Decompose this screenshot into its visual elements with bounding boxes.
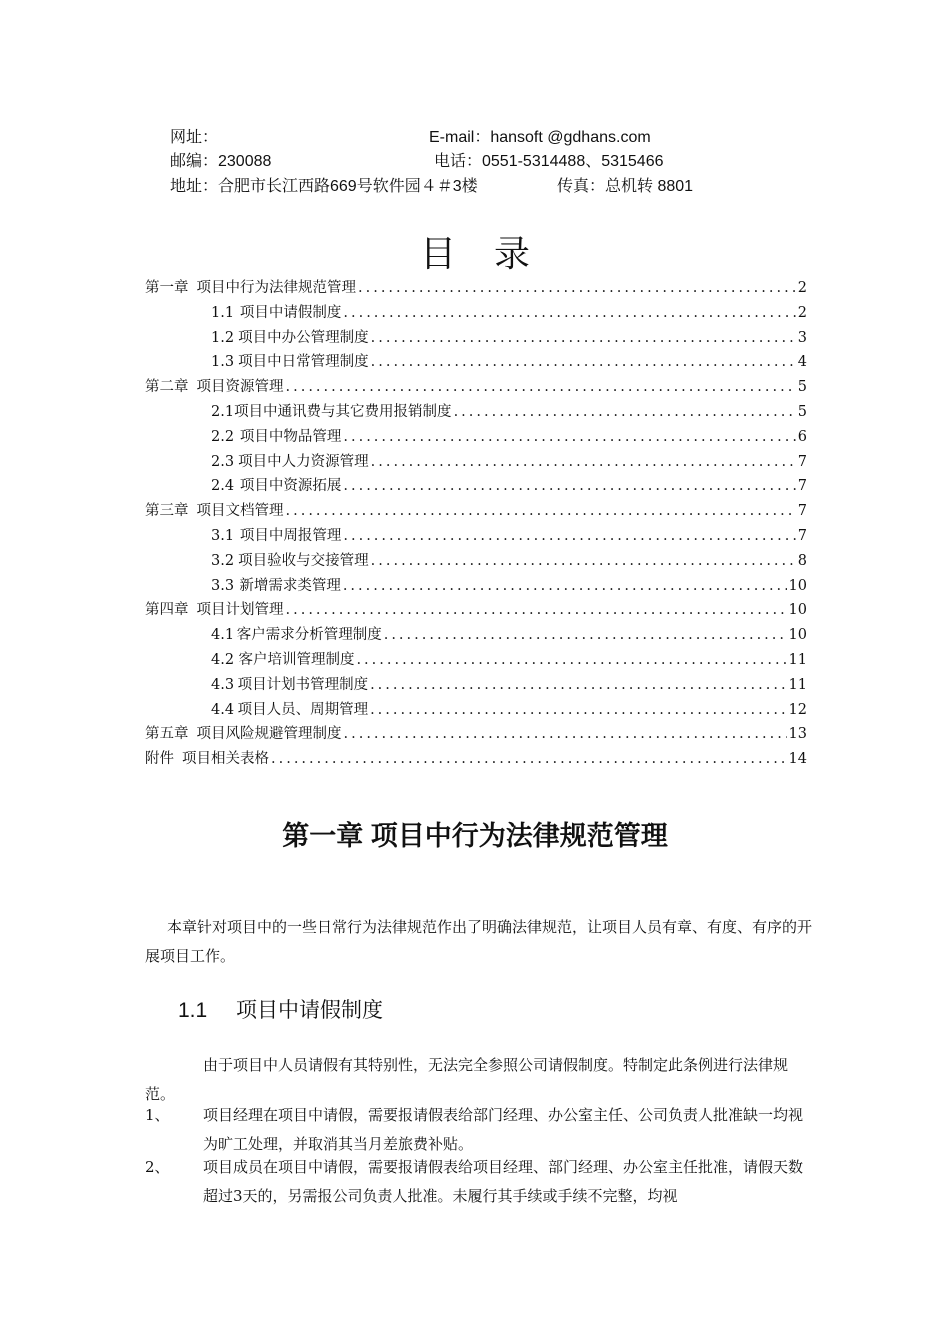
toc-entry-page: 14 xyxy=(788,751,807,768)
toc-entry-title: 项目中办公管理制度 xyxy=(238,329,369,346)
toc-entry-number: 4.3 xyxy=(211,676,235,693)
toc-entry-title: 项目中通讯费与其它费用报销制度 xyxy=(234,403,452,420)
toc-entry-page: 3 xyxy=(797,329,807,346)
toc-entry-page: 4 xyxy=(797,354,807,371)
toc-leader-dots xyxy=(371,330,796,346)
list-item-text: 项目成员在项目中请假，需要报请假表给项目经理、部门经理、办公室主任批准，请假天数超过3天的，另需报公司负责人批准。未履行其手续或手续不完整，均视 xyxy=(203,1158,804,1205)
toc-entry-number: 第四章 xyxy=(145,602,189,619)
toc-entry[interactable] xyxy=(145,747,807,772)
toc-entry[interactable] xyxy=(145,326,807,351)
toc-entry-title: 项目中资源拓展 xyxy=(239,478,342,495)
toc-entry-number: 2.3 xyxy=(211,453,235,470)
toc-entry[interactable] xyxy=(145,301,807,326)
toc-leader-dots xyxy=(343,528,795,544)
toc-entry-title: 项目风险规避管理制度 xyxy=(196,726,342,743)
toc-entry-title: 新增需求类管理 xyxy=(239,577,341,594)
toc-entry-title: 项目计划管理 xyxy=(196,602,284,619)
toc-entry-page: 2 xyxy=(797,280,807,296)
toc-leader-dots xyxy=(286,503,796,519)
chapter-title: 第一章 项目中行为法律规范管理 xyxy=(282,821,668,851)
toc-entry[interactable] xyxy=(145,499,807,524)
toc-entry-page: 13 xyxy=(788,726,807,743)
toc-entry-title: 项目资源管理 xyxy=(196,379,284,396)
toc-leader-dots xyxy=(356,652,786,668)
chapter-intro: 本章针对项目中的一些日常行为法律规范作出了明确法律规范，让项目人员有章、有度、有序的开展项目工作。 xyxy=(145,918,813,965)
list-item-text: 项目经理在项目中请假，需要报请假表给部门经理、办公室主任、公司负责人批准缺一均视为旷工处理，并取消其当月差旅费补贴。 xyxy=(203,1106,804,1153)
toc-entry[interactable] xyxy=(145,524,807,549)
address-text: 地址：合肥市长江西路669号软件园４＃3楼 xyxy=(170,178,478,195)
toc-entry-page: 12 xyxy=(788,701,807,718)
toc-leader-dots xyxy=(286,379,796,395)
section-number: 1.1 xyxy=(178,999,208,1022)
toc-leader-dots xyxy=(371,454,796,470)
toc-entry[interactable] xyxy=(145,648,807,673)
toc-entry-page: 10 xyxy=(788,577,807,594)
phone-text: 电话：0551-5314488、5315466 xyxy=(434,153,664,170)
toc-entry-title: 项目中人力资源管理 xyxy=(238,453,369,470)
toc-entry[interactable] xyxy=(145,350,807,375)
toc-entry-title: 客户培训管理制度 xyxy=(238,651,355,668)
table-of-contents xyxy=(145,276,807,772)
toc-entry-page: 5 xyxy=(797,379,807,396)
contact-block xyxy=(0,0,950,200)
toc-entry-page: 10 xyxy=(788,627,807,644)
toc-entry-page: 8 xyxy=(797,552,807,569)
fax-text: 传真：总机转 8801 xyxy=(557,178,694,195)
toc-entry-title: 项目中物品管理 xyxy=(239,428,342,445)
toc-leader-dots xyxy=(286,602,787,618)
toc-entry[interactable] xyxy=(145,722,807,747)
toc-leader-dots xyxy=(371,553,796,569)
toc-entry[interactable] xyxy=(145,276,807,301)
toc-entry-page: 6 xyxy=(797,428,807,445)
postcode-text: 邮编：230088 xyxy=(170,153,272,170)
list-item xyxy=(145,1153,813,1211)
email-text: E-mail：hansoft @gdhans.com xyxy=(429,129,651,146)
toc-entry-title: 项目计划书管理制度 xyxy=(237,676,369,693)
section-title xyxy=(178,994,383,1024)
toc-entry[interactable] xyxy=(145,400,807,425)
toc-entry-number: 第二章 xyxy=(145,379,189,396)
toc-entry-page: 11 xyxy=(788,676,807,693)
toc-entry-number: 第一章 xyxy=(145,280,189,296)
toc-leader-dots xyxy=(370,677,786,693)
toc-entry[interactable] xyxy=(145,549,807,574)
toc-entry-title: 项目中请假制度 xyxy=(239,304,342,321)
toc-leader-dots xyxy=(343,478,795,494)
toc-leader-dots xyxy=(343,305,795,321)
toc-entry[interactable] xyxy=(145,598,807,623)
toc-entry-number: 3.2 xyxy=(211,552,235,569)
toc-leader-dots xyxy=(344,726,787,742)
toc-leader-dots xyxy=(358,280,796,296)
toc-entry[interactable] xyxy=(145,425,807,450)
toc-entry-number: 4.4 xyxy=(211,701,235,718)
toc-entry-title: 项目文档管理 xyxy=(196,503,284,520)
list-item xyxy=(145,1101,813,1159)
toc-entry[interactable] xyxy=(145,375,807,400)
section-heading: 项目中请假制度 xyxy=(236,999,383,1022)
toc-entry-title: 项目中日常管理制度 xyxy=(238,354,369,371)
toc-entry-page: 10 xyxy=(788,602,807,619)
toc-entry[interactable] xyxy=(145,698,807,723)
toc-entry-page: 7 xyxy=(797,478,807,495)
toc-entry[interactable] xyxy=(145,673,807,698)
toc-entry-number: 1.3 xyxy=(211,354,235,371)
toc-entry-page: 7 xyxy=(797,503,807,520)
toc-entry-title: 项目中周报管理 xyxy=(239,527,342,544)
list-item-number: 2、 xyxy=(145,1158,170,1176)
toc-entry-number: 1.2 xyxy=(211,329,235,346)
toc-entry-number: 第五章 xyxy=(145,726,189,743)
toc-entry-page: 7 xyxy=(797,453,807,470)
section-intro: 由于项目中人员请假有其特别性，无法完全参照公司请假制度。特制定此条例进行法律规范。 xyxy=(145,1056,789,1103)
toc-entry[interactable] xyxy=(145,574,807,599)
toc-leader-dots xyxy=(454,404,796,420)
toc-leader-dots xyxy=(370,702,786,718)
toc-entry-title: 项目验收与交接管理 xyxy=(238,552,369,569)
toc-entry-number: 附件 xyxy=(145,751,174,768)
toc-leader-dots xyxy=(343,578,787,594)
website-label: 网址： xyxy=(170,129,219,146)
toc-entry-number: 2.2 xyxy=(211,428,235,445)
toc-entry-title: 项目中行为法律规范管理 xyxy=(196,280,356,296)
toc-entry-number: 3.1 xyxy=(211,527,235,544)
toc-entry-title: 项目相关表格 xyxy=(182,751,269,768)
toc-entry-number: 4.2 xyxy=(211,651,235,668)
toc-entry-number: 2.1 xyxy=(211,403,235,420)
toc-entry[interactable] xyxy=(145,474,807,499)
toc-entry-number: 第三章 xyxy=(145,503,189,520)
toc-entry[interactable] xyxy=(145,450,807,475)
toc-entry-title: 客户需求分析管理制度 xyxy=(236,627,382,644)
toc-leader-dots xyxy=(271,751,787,767)
toc-title: 目录 xyxy=(419,234,568,275)
list-item-number: 1、 xyxy=(145,1106,170,1124)
toc-entry-number: 2.4 xyxy=(211,478,235,495)
toc-entry-page: 7 xyxy=(797,527,807,544)
toc-entry-page: 5 xyxy=(797,403,807,420)
toc-entry-number: 1.1 xyxy=(211,304,235,321)
toc-entry[interactable] xyxy=(145,623,807,648)
toc-entry-number: 3.3 xyxy=(211,577,235,594)
toc-leader-dots xyxy=(384,627,787,643)
toc-leader-dots xyxy=(343,429,795,445)
toc-leader-dots xyxy=(371,354,796,370)
toc-entry-page: 2 xyxy=(797,304,807,321)
toc-entry-number: 4.1 xyxy=(211,627,235,644)
toc-entry-title: 项目人员、周期管理 xyxy=(237,701,369,718)
toc-entry-page: 11 xyxy=(788,651,807,668)
